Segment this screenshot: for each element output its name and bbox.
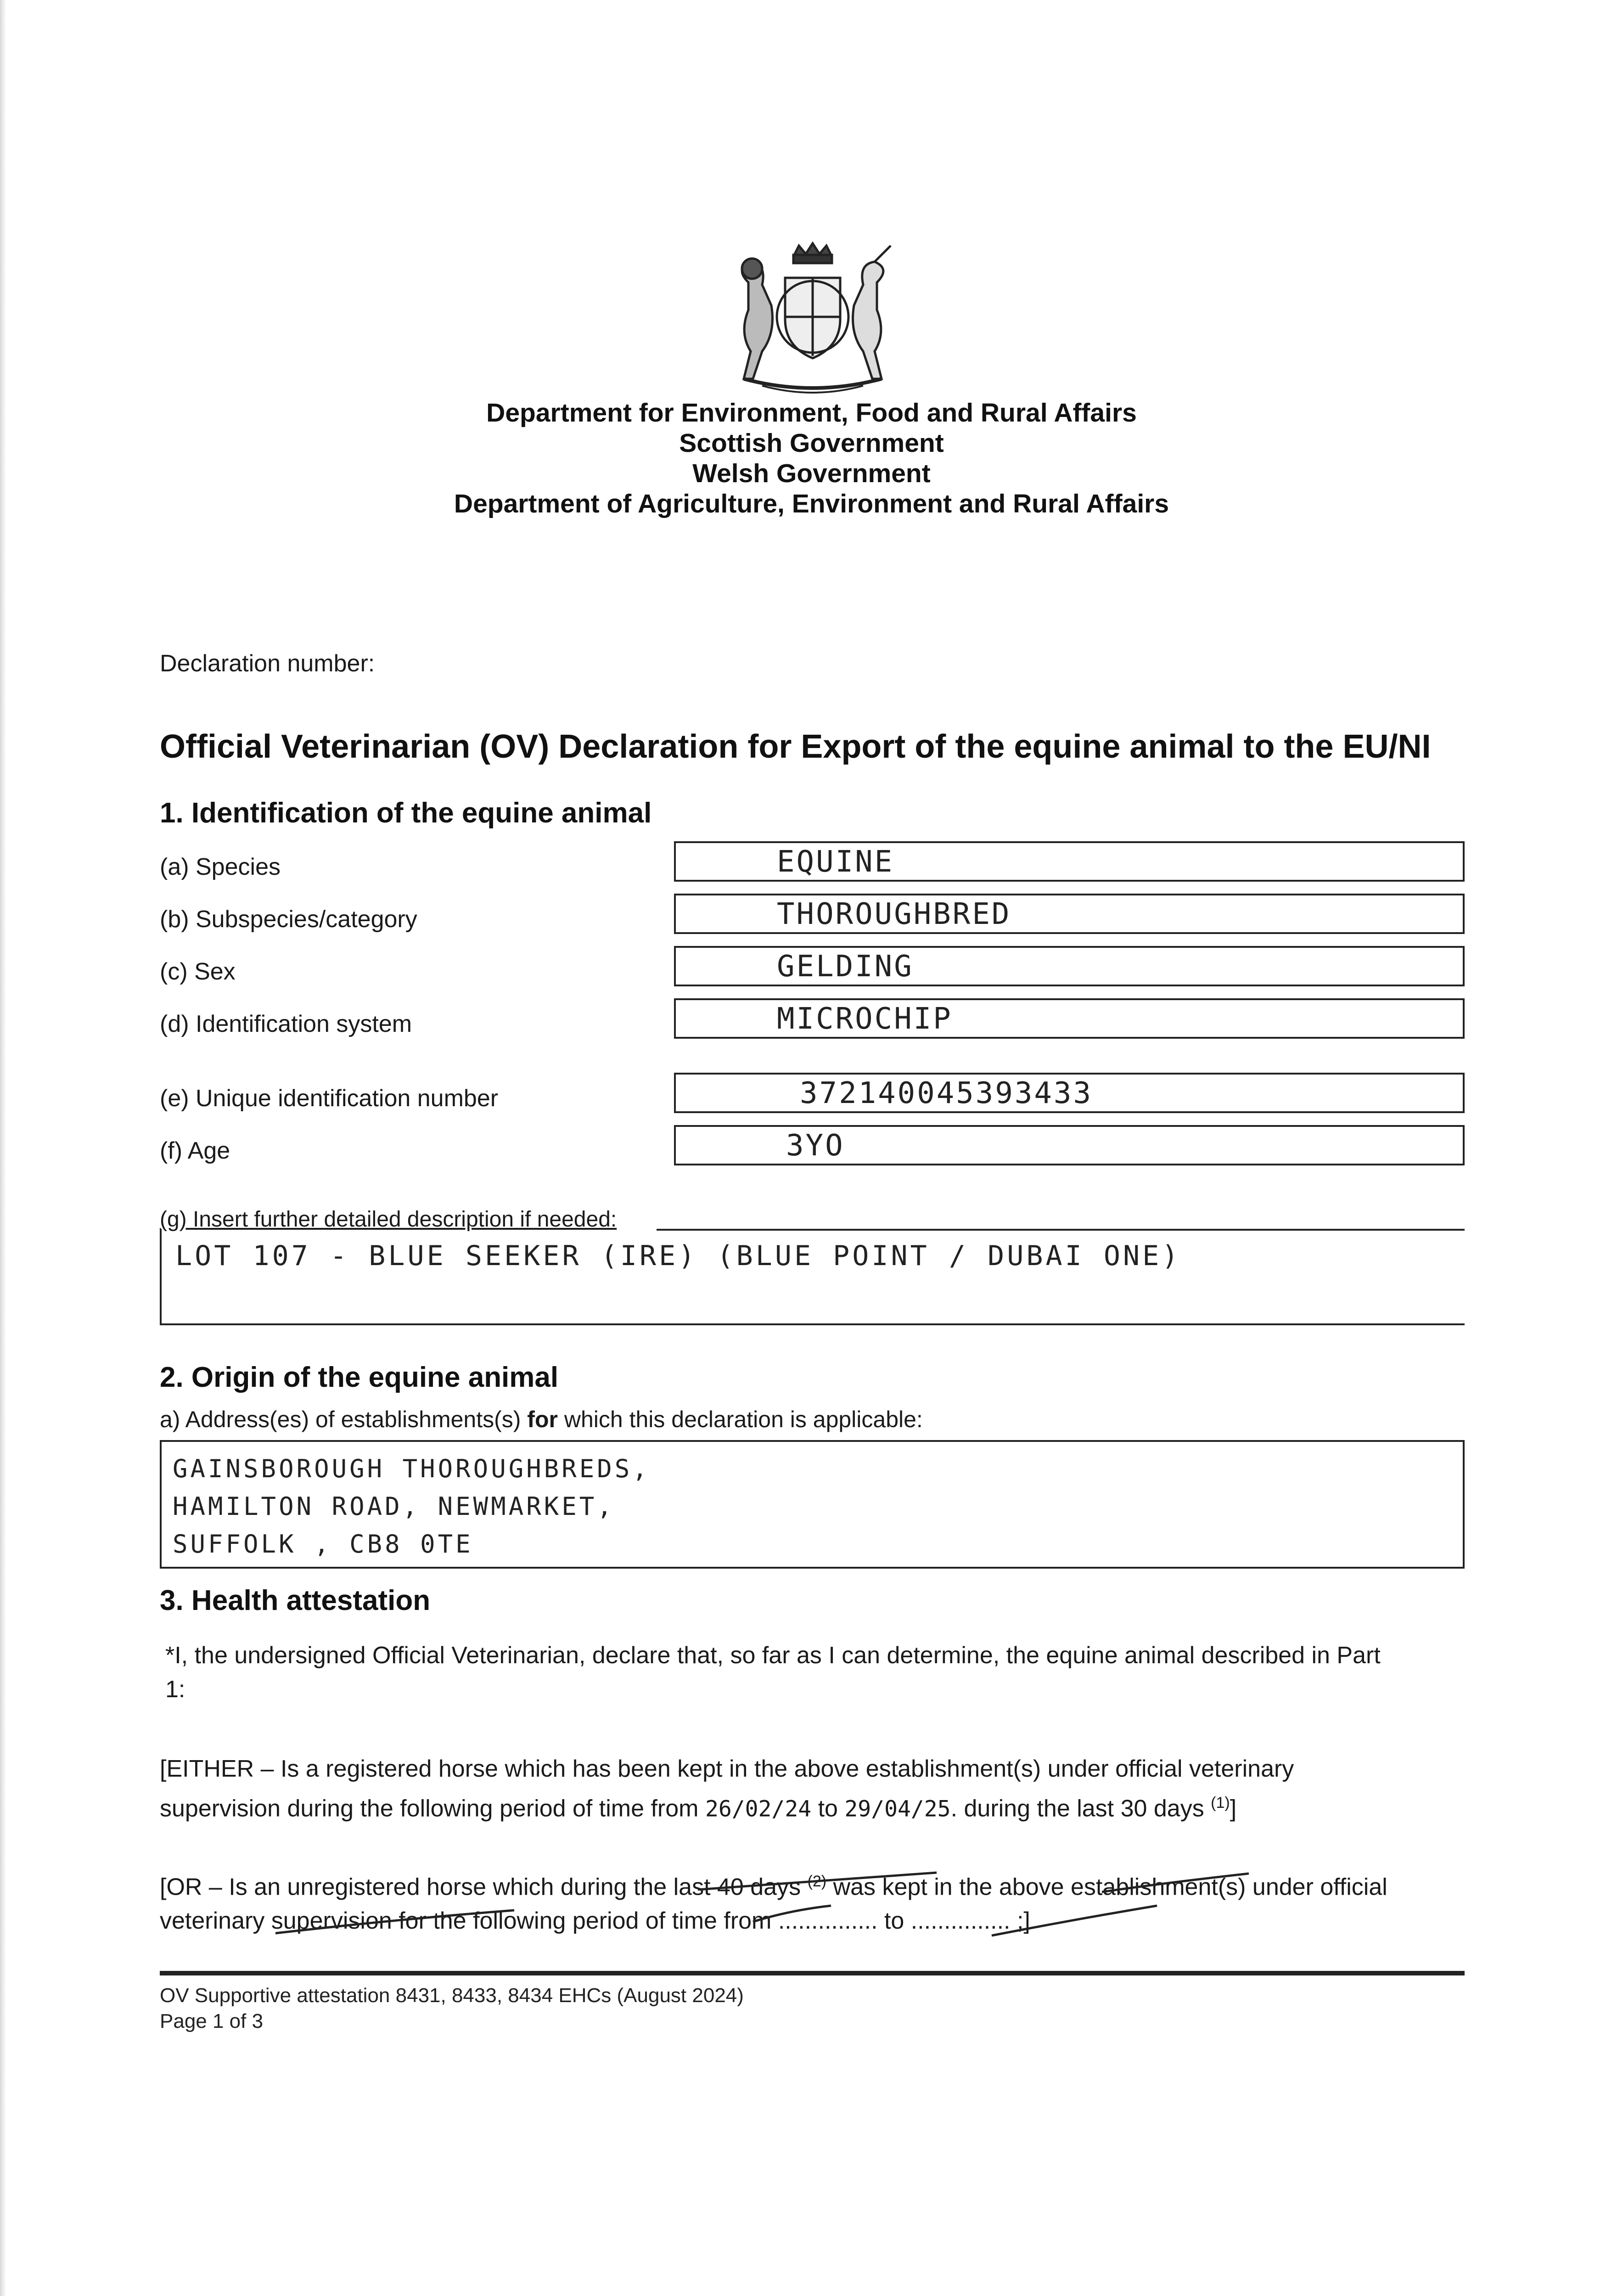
declaration-number-label: Declaration number: (160, 650, 375, 677)
either-line2-post: . during the last 30 days (950, 1795, 1211, 1822)
either-close: ] (1230, 1795, 1237, 1822)
unique-id-field[interactable] (674, 1073, 1465, 1113)
address-line-2: HAMILTON ROAD, NEWMARKET, (173, 1492, 615, 1521)
either-line1: [EITHER – Is a registered horse which has been kept in the above establishment(s) under official veterinary (160, 1756, 1294, 1782)
footer-rule (160, 1971, 1465, 1975)
department-scottish-government: Scottish Government (679, 428, 944, 458)
attestation-intro-line2: 1: (165, 1676, 185, 1703)
footer-line1: OV Supportive attestation 8431, 8433, 8434 EHCs (August 2024) (160, 1984, 744, 2007)
either-to-word: to (811, 1795, 845, 1822)
identification-system-field[interactable] (674, 998, 1465, 1039)
either-from-date[interactable]: 26/02/24 (705, 1796, 812, 1822)
or-footnote-ref: (2) (807, 1873, 827, 1890)
department-welsh-government: Welsh Government (692, 459, 931, 488)
section3-heading: 3. Health attestation (160, 1585, 431, 1616)
or-line1-post: was kept in the above establishment(s) under official (826, 1874, 1387, 1901)
description-value: LOT 107 - BLUE SEEKER (IRE) (BLUE POINT / DUBAI ONE) (175, 1240, 1181, 1272)
species-field[interactable] (674, 841, 1465, 882)
strikeout-marks (156, 1864, 1469, 1942)
subspecies-value: THOROUGHBRED (777, 897, 1011, 931)
description-field[interactable] (160, 1229, 1465, 1325)
scan-edge (0, 0, 6, 2296)
either-line2 (160, 1786, 1465, 1826)
address-line-3: SUFFOLK , CB8 0TE (173, 1530, 473, 1559)
species-label: (a) Species (160, 854, 281, 880)
subspecies-field[interactable] (674, 894, 1465, 934)
or-line1-pre: [OR – Is an unregistered horse which during the last 40 days (160, 1874, 808, 1901)
age-field[interactable] (674, 1125, 1465, 1165)
identification-system-label: (d) Identification system (160, 1011, 412, 1037)
address-label-pre: a) Address(es) of establishments(s) (160, 1407, 528, 1432)
sex-field[interactable] (674, 946, 1465, 986)
attestation-intro (165, 1638, 1465, 1706)
department-daera: Department of Agriculture, Environment and Rural Affairs (454, 489, 1169, 518)
either-footnote-ref: (1) (1211, 1794, 1230, 1812)
identification-system-value: MICROCHIP (777, 1002, 953, 1036)
age-value: 3YO (786, 1129, 845, 1163)
sex-label: (c) Sex (160, 958, 236, 985)
address-label-post: which this declaration is applicable: (557, 1407, 923, 1432)
royal-coat-of-arms-icon (716, 241, 909, 397)
unique-id-value: 372140045393433 (800, 1076, 1093, 1110)
department-defra: Department for Environment, Food and Rural Affairs (486, 398, 1137, 428)
subspecies-label: (b) Subspecies/category (160, 906, 417, 933)
address-line-1: GAINSBOROUGH THOROUGHBREDS, (173, 1454, 650, 1483)
address-label-bold: for (527, 1407, 558, 1432)
page-title: Official Veterinarian (OV) Declaration for Export of the equine animal to the EU/NI (160, 728, 1431, 765)
sex-value: GELDING (777, 950, 914, 984)
attestation-intro-line1: *I, the undersigned Official Veterinarian, declare that, so far as I can determine, the equine animal described in Part (165, 1642, 1381, 1669)
footer-page-number: Page 1 of 3 (160, 2010, 264, 2032)
species-value: EQUINE (777, 845, 894, 879)
address-label (160, 1406, 923, 1433)
either-line2-pre: supervision during the following period of time from (160, 1795, 705, 1822)
unique-id-label: (e) Unique identification number (160, 1085, 499, 1112)
age-label: (f) Age (160, 1137, 230, 1164)
description-label: (g) Insert further detailed description if needed: (160, 1207, 617, 1232)
either-clause (160, 1752, 1465, 1826)
address-field[interactable] (160, 1440, 1465, 1569)
section1-heading: 1. Identification of the equine animal (160, 797, 652, 829)
or-line2: veterinary supervision for the following period of time from ............... to ............... ;] (160, 1908, 1030, 1935)
either-to-date[interactable]: 29/04/25 (844, 1796, 951, 1822)
section2-heading: 2. Origin of the equine animal (160, 1362, 559, 1393)
